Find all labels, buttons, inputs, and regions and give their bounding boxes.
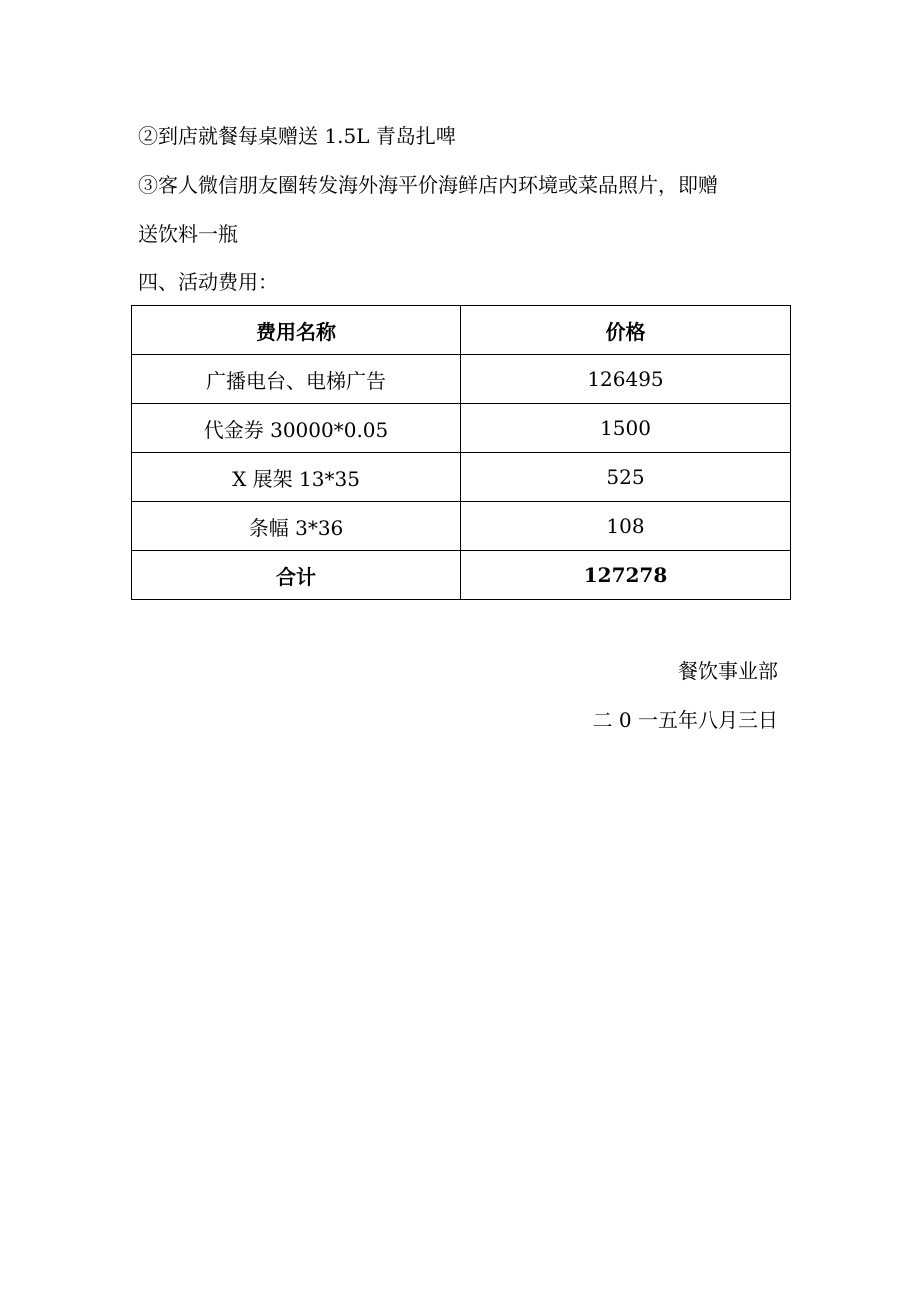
header-price: 价格 bbox=[461, 306, 791, 355]
promo-item-2: ②到店就餐每桌赠送 1.5L 青岛扎啤 bbox=[138, 124, 456, 148]
promo-item-3-line-2: 送饮料一瓶 bbox=[138, 222, 238, 246]
cost-name-cell: 广播电台、电梯广告 bbox=[132, 355, 461, 404]
cost-name-cell: 条幅 3*36 bbox=[132, 502, 461, 551]
table-header-row bbox=[132, 306, 791, 355]
table-row bbox=[132, 404, 791, 453]
cost-name-cell: 代金券 30000*0.05 bbox=[132, 404, 461, 453]
cost-name-cell: X 展架 13*35 bbox=[132, 453, 461, 502]
total-value-cell: 127278 bbox=[461, 551, 791, 600]
total-label-cell: 合计 bbox=[132, 551, 461, 600]
table-row bbox=[132, 453, 791, 502]
document-date: 二 0 一五年八月三日 bbox=[592, 708, 778, 732]
header-cost-name: 费用名称 bbox=[132, 306, 461, 355]
department-signature: 餐饮事业部 bbox=[678, 659, 778, 683]
table-total-row bbox=[132, 551, 791, 600]
price-cell: 108 bbox=[461, 502, 791, 551]
section-4-heading: 四、活动费用： bbox=[138, 270, 278, 294]
cost-table bbox=[131, 305, 791, 600]
price-cell: 525 bbox=[461, 453, 791, 502]
price-cell: 1500 bbox=[461, 404, 791, 453]
price-cell: 126495 bbox=[461, 355, 791, 404]
table-row bbox=[132, 355, 791, 404]
promo-item-3-line-1: ③客人微信朋友圈转发海外海平价海鲜店内环境或菜品照片，即赠 bbox=[138, 173, 718, 197]
table-row bbox=[132, 502, 791, 551]
